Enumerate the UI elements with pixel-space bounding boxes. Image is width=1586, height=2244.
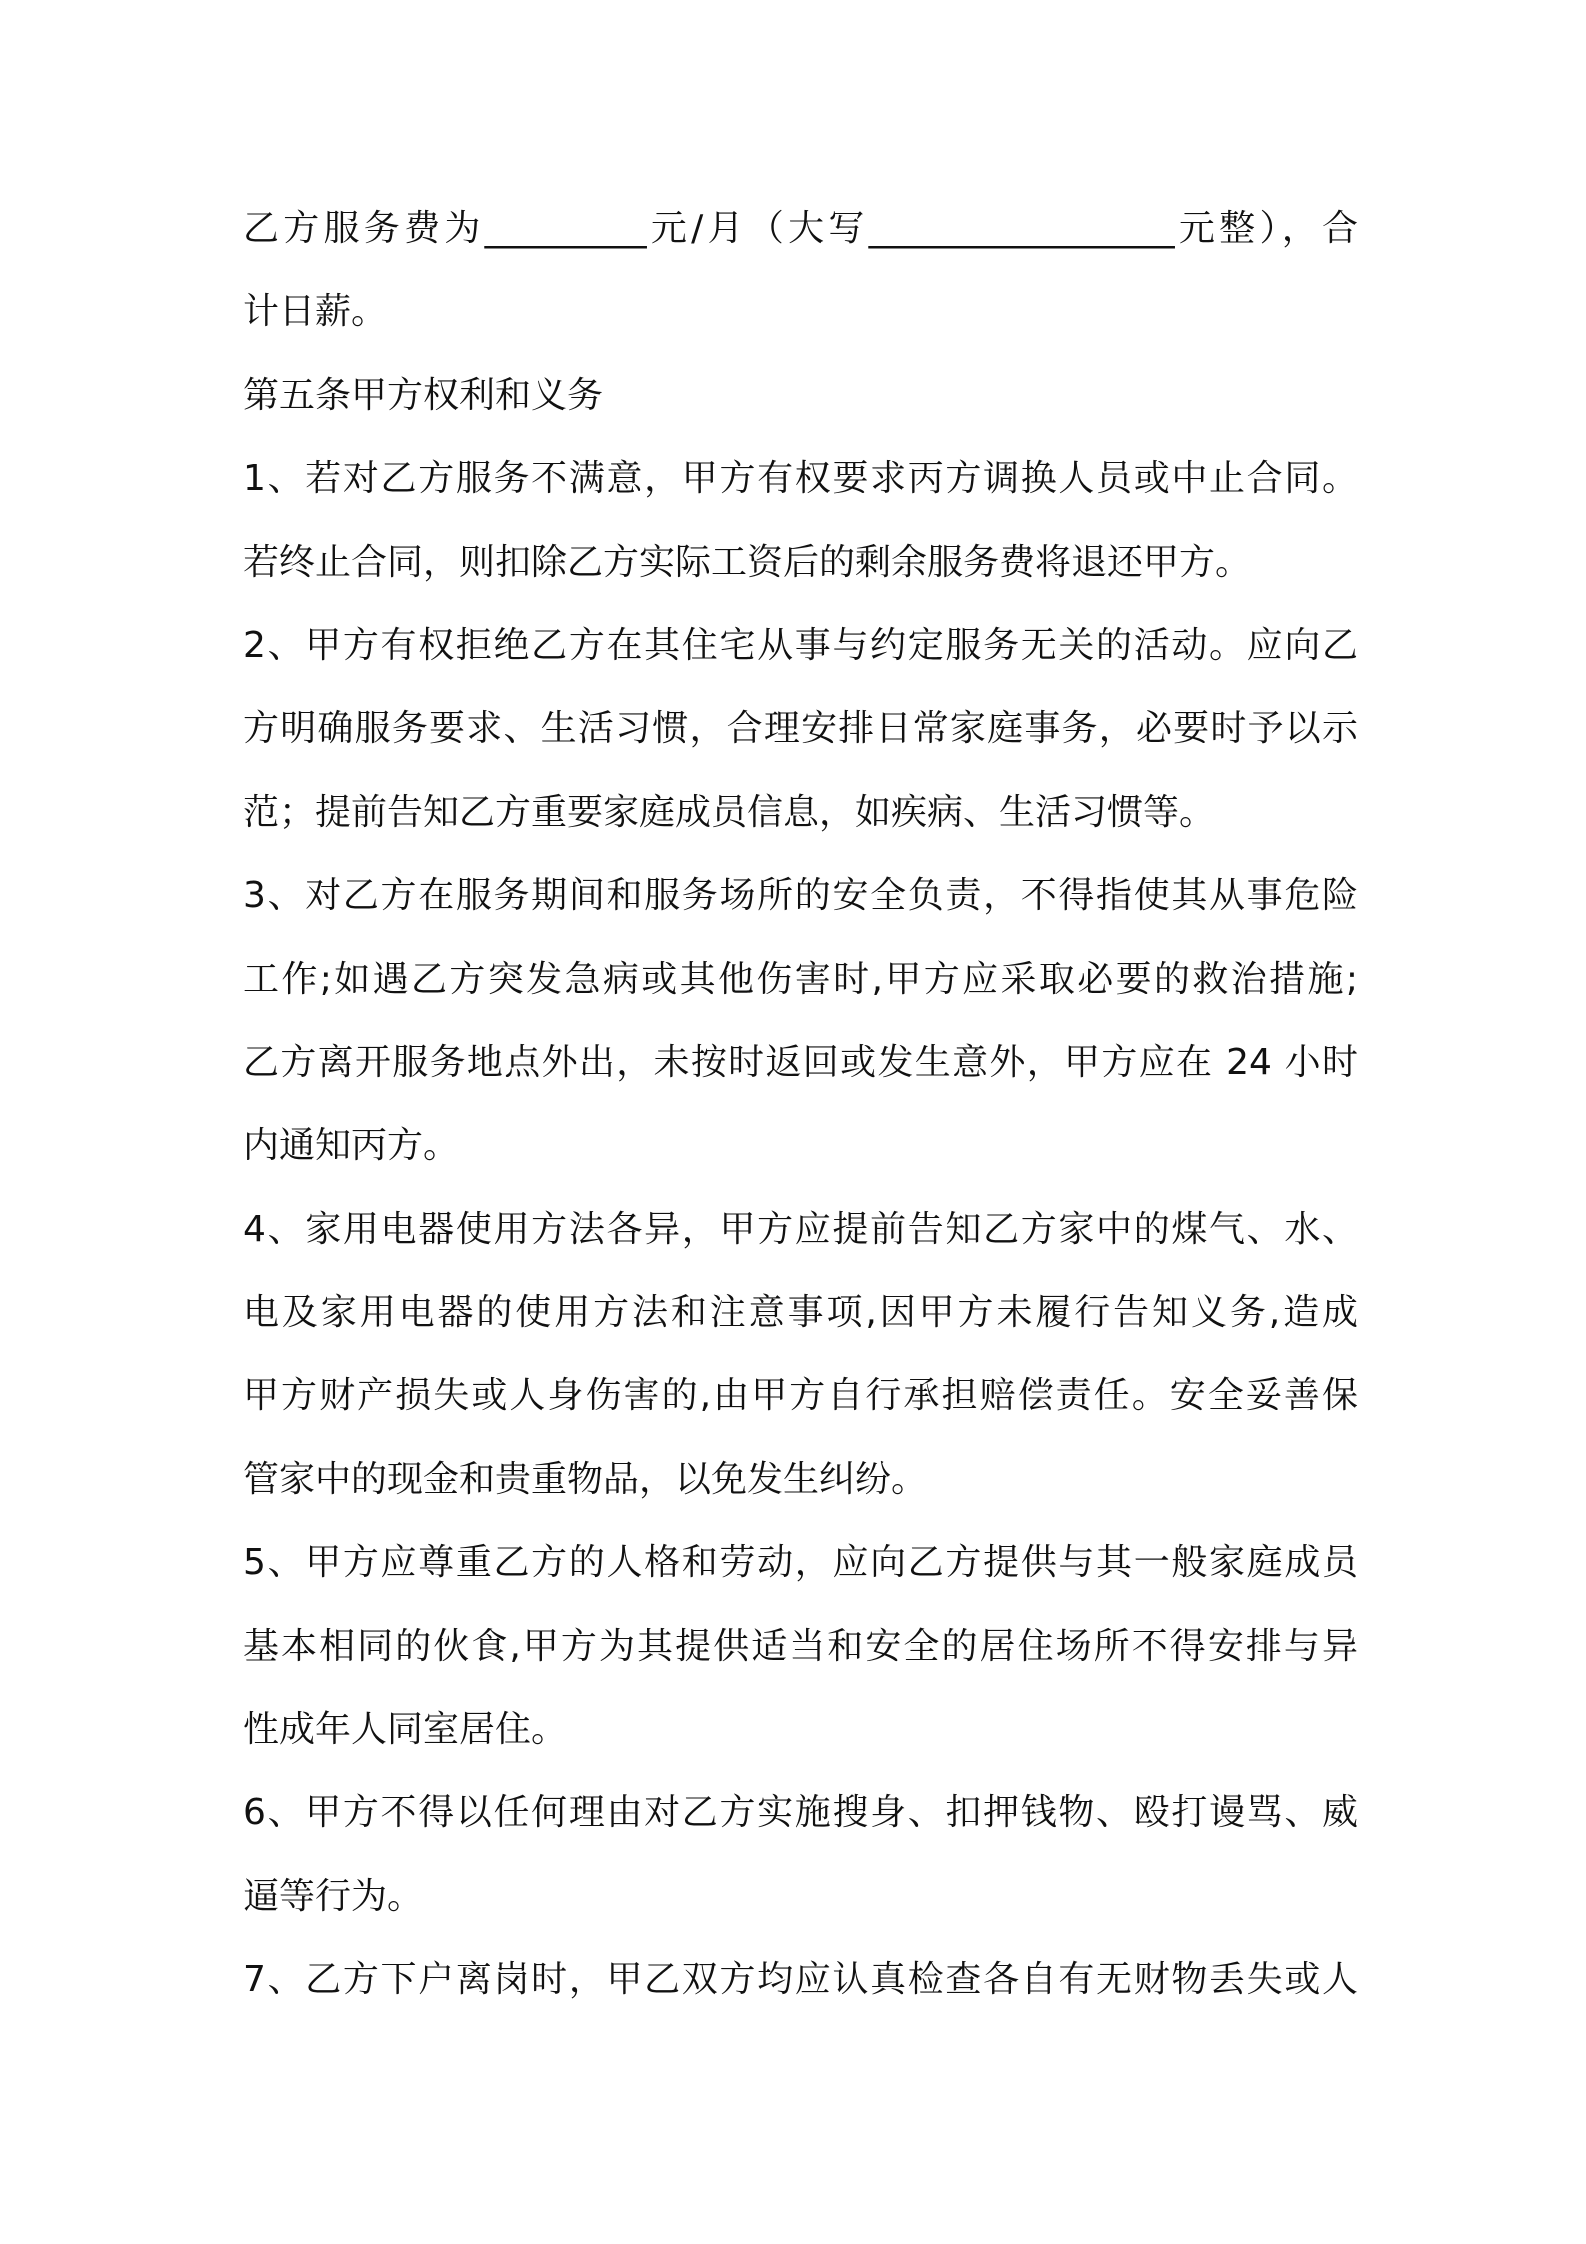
text-line: 工作;如遇乙方突发急病或其他伤害时,甲方应采取必要的救治措施;	[243, 958, 1358, 1000]
text-line: 计日薪。	[243, 291, 388, 333]
text-line: 基本相同的伙食,甲方为其提供适当和安全的居住场所不得安排与异	[243, 1625, 1358, 1667]
text-line: 电及家用电器的使用方法和注意事项,因甲方未履行告知义务,造成	[243, 1292, 1358, 1334]
text-line: 4、家用电器使用方法各异，甲方应提前告知乙方家中的煤气、水、	[243, 1208, 1358, 1250]
text-line: 范；提前告知乙方重要家庭成员信息，如疾病、生活习惯等。	[243, 791, 1216, 833]
text-line: 7、乙方下户离岗时，甲乙双方均应认真检查各自有无财物丢失或人	[243, 1959, 1358, 2001]
text-line: 6、甲方不得以任何理由对乙方实施搜身、扣押钱物、殴打谩骂、威	[243, 1792, 1358, 1834]
text-line: 乙方离开服务地点外出，未按时返回或发生意外，甲方应在 24 小时	[243, 1041, 1358, 1083]
text-line: 管家中的现金和贵重物品，以免发生纠纷。	[243, 1458, 928, 1500]
text-line: 逼等行为。	[243, 1875, 424, 1917]
text-line: 1、若对乙方服务不满意，甲方有权要求丙方调换人员或中止合同。	[243, 458, 1358, 500]
text-line: 内通知丙方。	[243, 1125, 460, 1167]
text-line: 3、对乙方在服务期间和服务场所的安全负责，不得指使其从事危险	[243, 875, 1358, 917]
text-line: 方明确服务要求、生活习惯，合理安排日常家庭事务，必要时予以示	[243, 708, 1358, 750]
contract-text	[243, 197, 1358, 2032]
text-line: 5、甲方应尊重乙方的人格和劳动，应向乙方提供与其一般家庭成员	[243, 1542, 1358, 1584]
text-line: 乙方服务费为_________元/月（大写_________________元整），合	[243, 208, 1358, 249]
text-line: 2、甲方有权拒绝乙方在其住宅从事与约定服务无关的活动。应向乙	[243, 624, 1358, 666]
section-heading: 第五条甲方权利和义务	[243, 374, 604, 416]
text-line: 甲方财产损失或人身伤害的,由甲方自行承担赔偿责任。安全妥善保	[243, 1375, 1358, 1417]
text-line: 若终止合同，则扣除乙方实际工资后的剩余服务费将退还甲方。	[243, 541, 1252, 583]
text-line: 性成年人同室居住。	[243, 1709, 568, 1751]
